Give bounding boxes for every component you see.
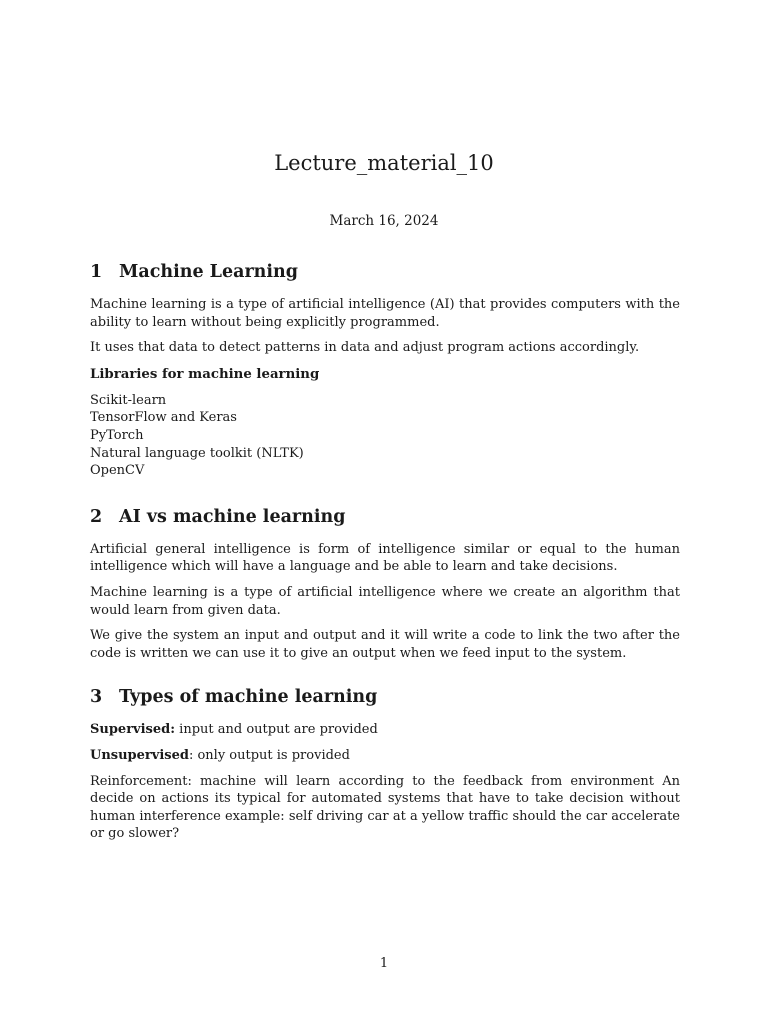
list-item: TensorFlow and Keras [90,410,237,426]
section-heading-1 [90,257,680,287]
libraries-list [90,392,680,480]
list-item: PyTorch [90,427,144,443]
section-number: 1 [90,262,103,282]
paragraph: Artificial general intelligence is form of intelligence similar or equal to the human intelligence which will have a language and be able to learn and take decisions. [90,541,680,575]
reinforcement-paragraph: Reinforcement: machine will learn according to the feedback from environment An decide on actions its typical for automated systems that have to take decision without human interference example: self driving car at a yellow traffic should the car accelerate or go slower? [90,773,680,842]
list-item: Natural language toolkit (NLTK) [90,445,304,461]
document-body [90,257,680,843]
section-title: Types of machine learning [119,687,378,708]
paragraph: We give the system an input and output and it will write a code to link the two after the code is written we can use it to give an output when we feed input to the system. [90,628,680,661]
supervised-term: Supervised: [90,722,176,738]
document-title: Lecture_material_10 [274,151,494,175]
libraries-heading: Libraries for machine learning [90,366,320,382]
page-number: 1 [379,956,389,971]
section-number: 3 [90,687,103,708]
unsupervised-paragraph [90,747,680,765]
list-item: OpenCV [90,463,145,479]
paragraph: Machine learning is a type of artificial intelligence where we create an algorithm that would learn from given data. [90,584,680,618]
unsupervised-text: : only output is provided [188,747,350,763]
list-item: Scikit-learn [90,392,167,408]
section-title: AI vs machine learning [119,506,346,527]
paragraph: It uses that data to detect patterns in data and adjust program actions accordingly. [90,340,640,356]
paragraph: Machine learning is a type of artificial intelligence (AI) that provides computers with the ability to learn without being explicitly programmed. [90,297,680,330]
section-number: 2 [90,506,103,527]
supervised-text: input and output are provided [175,722,378,738]
section-heading-3 [90,682,680,712]
section-heading-2 [90,502,680,532]
section-title: Machine Learning [119,262,299,282]
supervised-paragraph [90,721,680,739]
document-date: March 16, 2024 [329,213,439,229]
unsupervised-term: Unsupervised [90,747,189,763]
